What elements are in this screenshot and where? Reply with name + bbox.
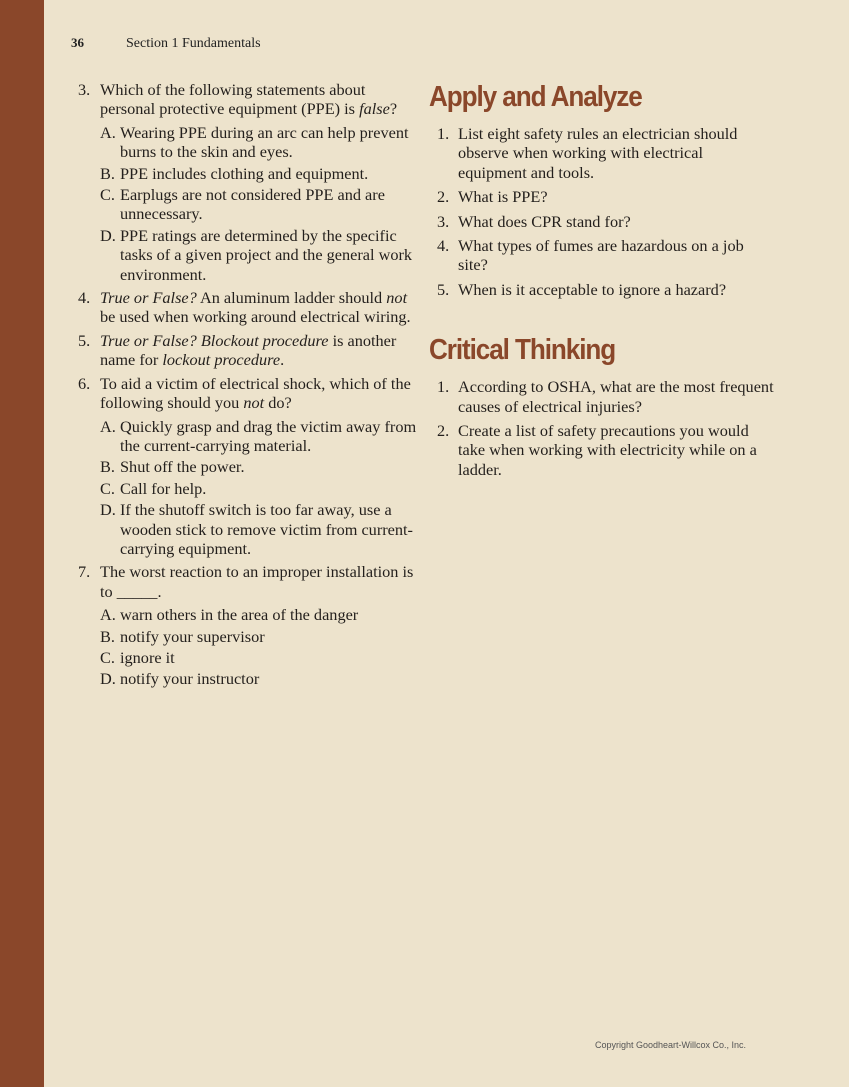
copyright-footer: Copyright Goodheart-Willcox Co., Inc. [595,1040,747,1050]
list-item: 3. What does CPR stand for? [437,211,631,231]
option: C. Earplugs are not considered PPE and are unnecessary. [100,185,385,224]
question-6: 6. To aid a victim of electrical shock, which of the following should you not do? A. Quickly grasp and drag the victim away from the current-carrying material. B. Shut off the power. C. Call for help. D. If the shutoff switch is too far away, use a wooden stick to remove victim from current-carrying equipment. [78,373,417,558]
option: A. Wearing PPE during an arc can help prevent burns to the skin and eyes. [100,122,409,162]
list-item: 2. Create a list of safety precautions you would take when working with electricity while on a ladder. [437,421,757,479]
option: D. If the shutoff switch is too far away, use a wooden stick to remove victim from current-carrying equipment. [100,500,413,558]
critical-thinking-list [429,377,774,479]
question-3-options [100,123,418,284]
page-header [71,35,261,52]
question-5: 5. True or False? Blockout procedure is another name for lockout procedure. [78,330,397,370]
apply-analyze-heading: Apply and Analyze [429,81,642,113]
apply-analyze-list [429,124,774,299]
list-item: 1. According to OSHA, what are the most frequent causes of electrical injuries? [437,377,774,416]
question-3: 3. Which of the following statements about personal protective equipment (PPE) is false? A. Wearing PPE during an arc can help prevent burns to the skin and eyes. B. PPE includes clothing and equipment. C. Earplugs are not considered PPE and are unnecessary. D. PPE ratings are determined by the specific tasks of a given project and the general work environment. [78,80,418,284]
option: B. notify your supervisor [100,626,265,646]
activities-column [429,80,774,484]
list-item: 4. What types of fumes are hazardous on a job site? [437,236,744,275]
option: A. warn others in the area of the danger [100,605,359,625]
option: B. PPE includes clothing and equipment. [100,163,369,183]
question-6-options [100,417,418,559]
option: C. ignore it [100,647,175,667]
question-7-options [100,605,418,689]
list-item: 5. When is it acceptable to ignore a hazard? [437,279,727,299]
review-questions-column [78,80,418,693]
page-number: 36 [71,35,84,50]
list-item: 2. What is PPE? [437,187,548,207]
page-edge-bar [0,0,44,1087]
critical-thinking-heading: Critical Thinking [429,334,616,367]
option: D. notify your instructor [100,669,260,689]
option: C. Call for help. [100,478,207,498]
question-7: 7. The worst reaction to an improper installation is to _____. A. warn others in the area of the danger B. notify your supervisor C. ignore it D. notify your instructor [78,562,418,688]
section-label: Section 1 Fundamentals [126,36,261,51]
question-4: 4. True or False? An aluminum ladder should not be used when working around electrical wiring. [78,288,411,327]
option: B. Shut off the power. [100,457,245,477]
list-item: 1. List eight safety rules an electrician should observe when working with electrical equipment and tools. [437,124,738,182]
option: D. PPE ratings are determined by the specific tasks of a given project and the general work environment. [100,225,413,284]
option: A. Quickly grasp and drag the victim away from the current-carrying material. [100,416,417,455]
